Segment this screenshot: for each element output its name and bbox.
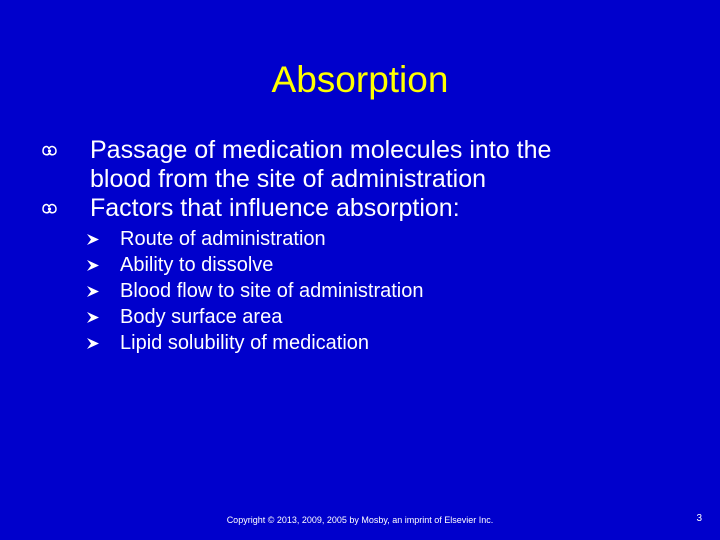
bullet-text-line: blood from the site of administration [90,165,487,193]
sub-bullet-text: Route of administration [120,228,326,250]
arrow-bullet-icon [86,233,100,246]
bullet-item [40,136,690,194]
page-number: 3 [696,513,702,524]
bullet-text-line: Factors that influence absorption: [90,194,460,222]
arrow-bullet-icon [86,311,100,324]
bullet-text-line: Passage of medication molecules into the [90,136,552,164]
copyright-footer: Copyright © 2013, 2009, 2005 by Mosby, an imprint of Elsevier Inc. [226,515,494,525]
sub-bullet-list [86,226,686,356]
sub-bullet-item [86,330,686,356]
arrow-bullet-icon [86,259,100,272]
ornament-bullet-icon [40,141,60,161]
sub-bullet-text: Lipid solubility of medication [120,332,370,354]
slide-title: Absorption [271,59,449,100]
bullet-list [40,136,690,223]
sub-bullet-item [86,304,686,330]
sub-bullet-text: Body surface area [120,306,283,328]
sub-bullet-text: Ability to dissolve [120,254,274,276]
ornament-bullet-icon [40,199,60,219]
arrow-bullet-icon [86,337,100,350]
bullet-item [40,194,690,223]
sub-bullet-text: Blood flow to site of administration [120,280,424,302]
sub-bullet-item [86,278,686,304]
arrow-bullet-icon [86,285,100,298]
sub-bullet-item [86,226,686,252]
sub-bullet-item [86,252,686,278]
